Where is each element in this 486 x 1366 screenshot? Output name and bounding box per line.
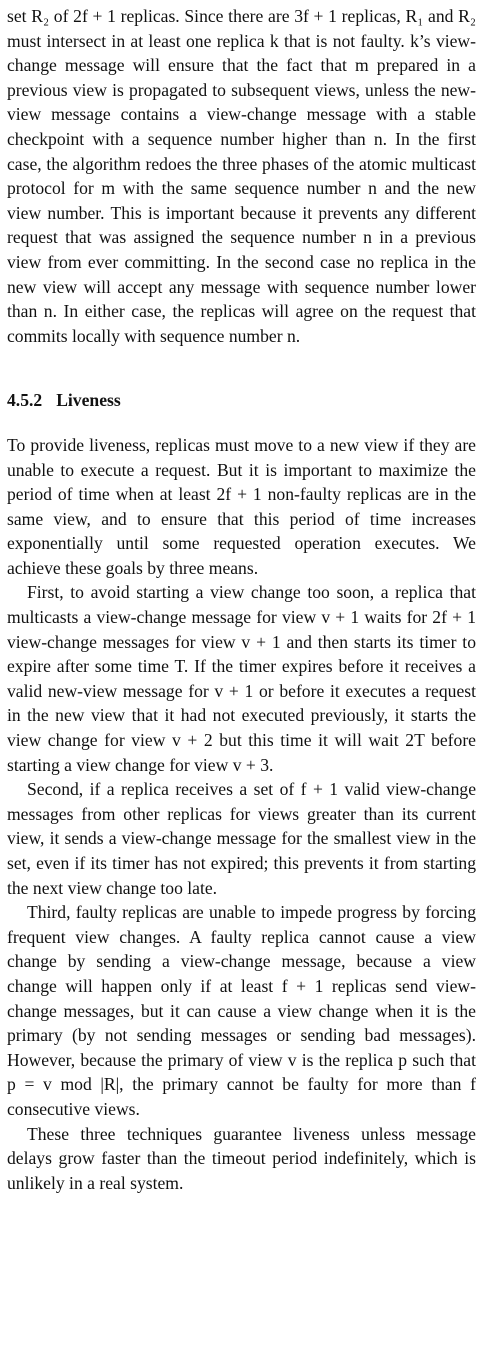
- paragraph-conclusion: These three techniques guarantee liveness unless message delays grow faster than the timeout period indefinitely, which is unlikely in a real system.: [7, 1123, 476, 1193]
- paragraph-first-means: First, to avoid starting a view change too soon, a replica that multicasts a view-change message for view v + 1 waits for 2f + 1 view-change messages for view v + 1 and then starts its timer to expire after some time T. If the timer expires before it receives a valid new-view message for v + 1 or before it executes a request in the new view that it had not executed previously, it starts the view change for view v + 2 but this time it will wait 2T before starting a view change for view v + 3.: [7, 582, 476, 775]
- paragraph-safety-argument: set R₂ of 2f + 1 replicas. Since there are 3f + 1 replicas, R₁ and R₂ must intersect in at least one replica k that is not faulty. k’s view-change message will ensure that the fact that m prepared in a previous view is propagated to subsequent views, unless the new-view message contains a view-change message with a stable checkpoint with a sequence number higher than n. In the first case, the algorithm redoes the three phases of the atomic multicast protocol for m with the same sequence number n and the new view number. This is important because it prevents any different request that was assigned the sequence number n in a previous view from ever committing. In the second case no replica in the new view will accept any message with sequence number lower than n. In either case, the replicas will agree on the request that commits locally with sequence number n.: [7, 6, 476, 346]
- paragraph-liveness-intro: To provide liveness, replicas must move to a new view if they are unable to execute a request. But it is important to maximize the period of time when at least 2f + 1 non-faulty replicas are in the same view, and to ensure that this period of time increases exponentially until some requested operation executes. We achieve these goals by three means.: [7, 434, 476, 578]
- document-page: [7, 4, 476, 1195]
- paragraph-second-means: Second, if a replica receives a set of f + 1 valid view-change messages from other replicas for views greater than its current view, it sends a view-change message for the smallest view in the set, even if its timer has not expired; this prevents it from starting the next view change too late.: [7, 779, 476, 898]
- paragraph-third-means: Third, faulty replicas are unable to impede progress by forcing frequent view changes. A faulty replica cannot cause a view change by sending a view-change message, because a view change will happen only if at least f + 1 replicas send view-change messages, but it can cause a view change when it is the primary (by not sending messages or sending bad messages). However, because the primary of view v is the replica p such that p = v mod |R|, the primary cannot be faulty for more than f consecutive views.: [7, 902, 476, 1119]
- section-title: Liveness: [56, 390, 121, 411]
- section-heading: [7, 388, 476, 413]
- spacer: [7, 348, 476, 388]
- section-number: 4.5.2: [7, 390, 43, 411]
- spacer: [7, 413, 476, 433]
